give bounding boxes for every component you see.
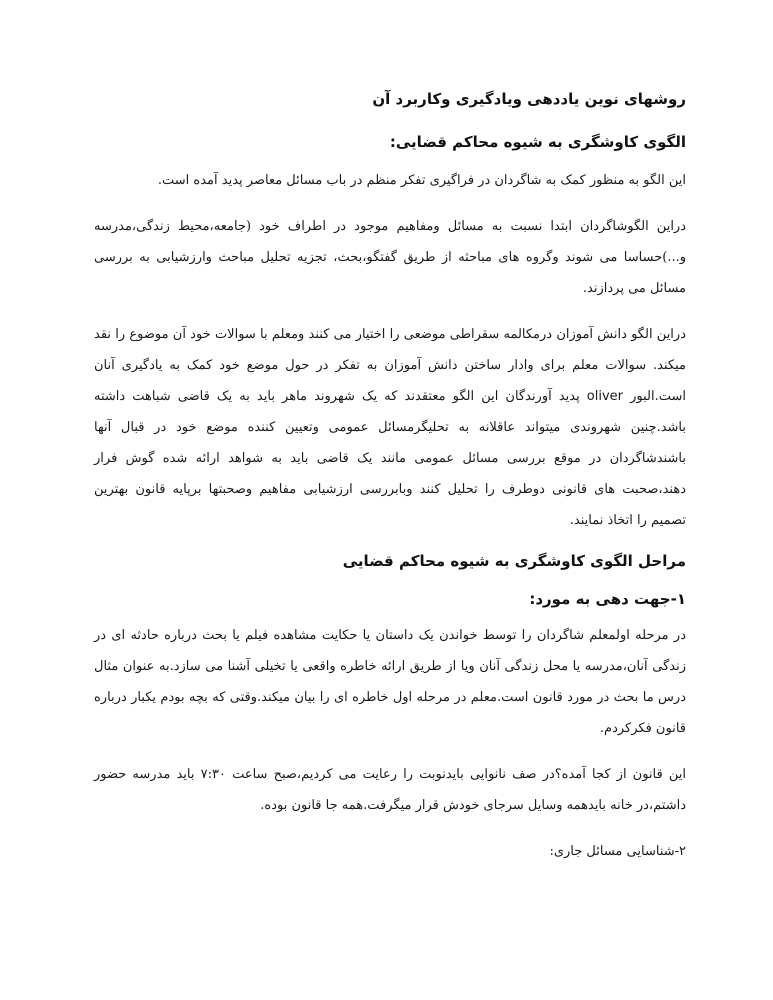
heading-step-1: ۱-جهت دهی به مورد: bbox=[529, 590, 686, 608]
intro-paragraph: این الگو به منظور کمک به شاگردان در فراگیری تفکر منظم در باب مسائل معاصر پدید آمده است. bbox=[157, 173, 686, 188]
document-title: روشهای نوین یاددهی ویادگیری وکاربرد آن bbox=[372, 90, 686, 108]
heading-judicial-inquiry-model: الگوی کاوشگری به شیوه محاکم قضایی: bbox=[389, 133, 686, 151]
paragraph-step-1: در مرحله اولمعلم شاگردان را توسط خواندن یک داستان یا حکایت مشاهده فیلم یا بحث درباره حادثه ای در زندگی آنان،مدرسه یا محل زندگی آنان ویا از طریق ارائه خاطره واقعی یا تخیلی آشنا می سازد.به عنوان مثال درس ما بحث در مورد قانون است.معلم در مرحله اول خاطره ای را بیان میکند.وقتی که بچه بودم یکبار درباره قانون فکرکردم. bbox=[94, 628, 686, 736]
paragraph-text-part: دراین الگو دانش آموزان درمکالمه سقراطی موضعی را اختیار می کنند ومعلم با سوالات خود آن موضوع را نقد میکند. سوالات معلم برای وادار ساختن دانش آموزان به تفکر در حول موضع خود کمک به یادگیری آنان است.البور bbox=[94, 327, 686, 404]
heading-step-2: ۲-شناسایی مسائل جاری: bbox=[549, 844, 686, 859]
document-body bbox=[94, 88, 686, 867]
paragraph-text-part: پدید آورندگان این الگو معتقدند که یک شهروند ماهر باید به یک قاضی شباهت داشته باشد.چنین شهروندی میتواند عاقلانه به تحلیگرمسائل عمومی وتعیین کننده موضع خود در قبال آنها باشندشاگردان در موقع بررسی مسائل عمومی مانند یک قاضی باید به شواهد ارائه شده گوش فرار دهند،صحبت های قانونی دوطرف را تحلیل کنند وبابررسی ارزشیابی مفاهیم وصحبتها برپایه قانون بهترین تصمیم را اتخاذ نمایند. bbox=[94, 389, 686, 528]
paragraph-sensitivity: دراین الگوشاگردان ابتدا نسبت به مسائل ومفاهیم موجود در اطراف خود (جامعه،محیط زندگی،مدرسه و...)حساسا می شوند وگروه های مباحثه از طریق گفتگو،بحث، تجزیه تحلیل مباحث وارزشیابی به بررسی مسائل می پردازند. bbox=[94, 219, 686, 296]
author-name: oliver bbox=[586, 389, 624, 404]
paragraph-socratic-dialogue bbox=[94, 319, 686, 536]
heading-model-stages: مراحل الگوی کاوشگری به شیوه محاکم قضایی bbox=[342, 552, 686, 570]
paragraph-law-example: این قانون از کجا آمده؟در صف نانوایی بایدنوبت را رعایت می کردیم،صبح ساعت ۷:۳۰ باید مدرسه حضور داشتم،در خانه بایدهمه وسایل سرجای خودش قرار میگرفت.همه جا قانون بوده. bbox=[94, 767, 686, 813]
